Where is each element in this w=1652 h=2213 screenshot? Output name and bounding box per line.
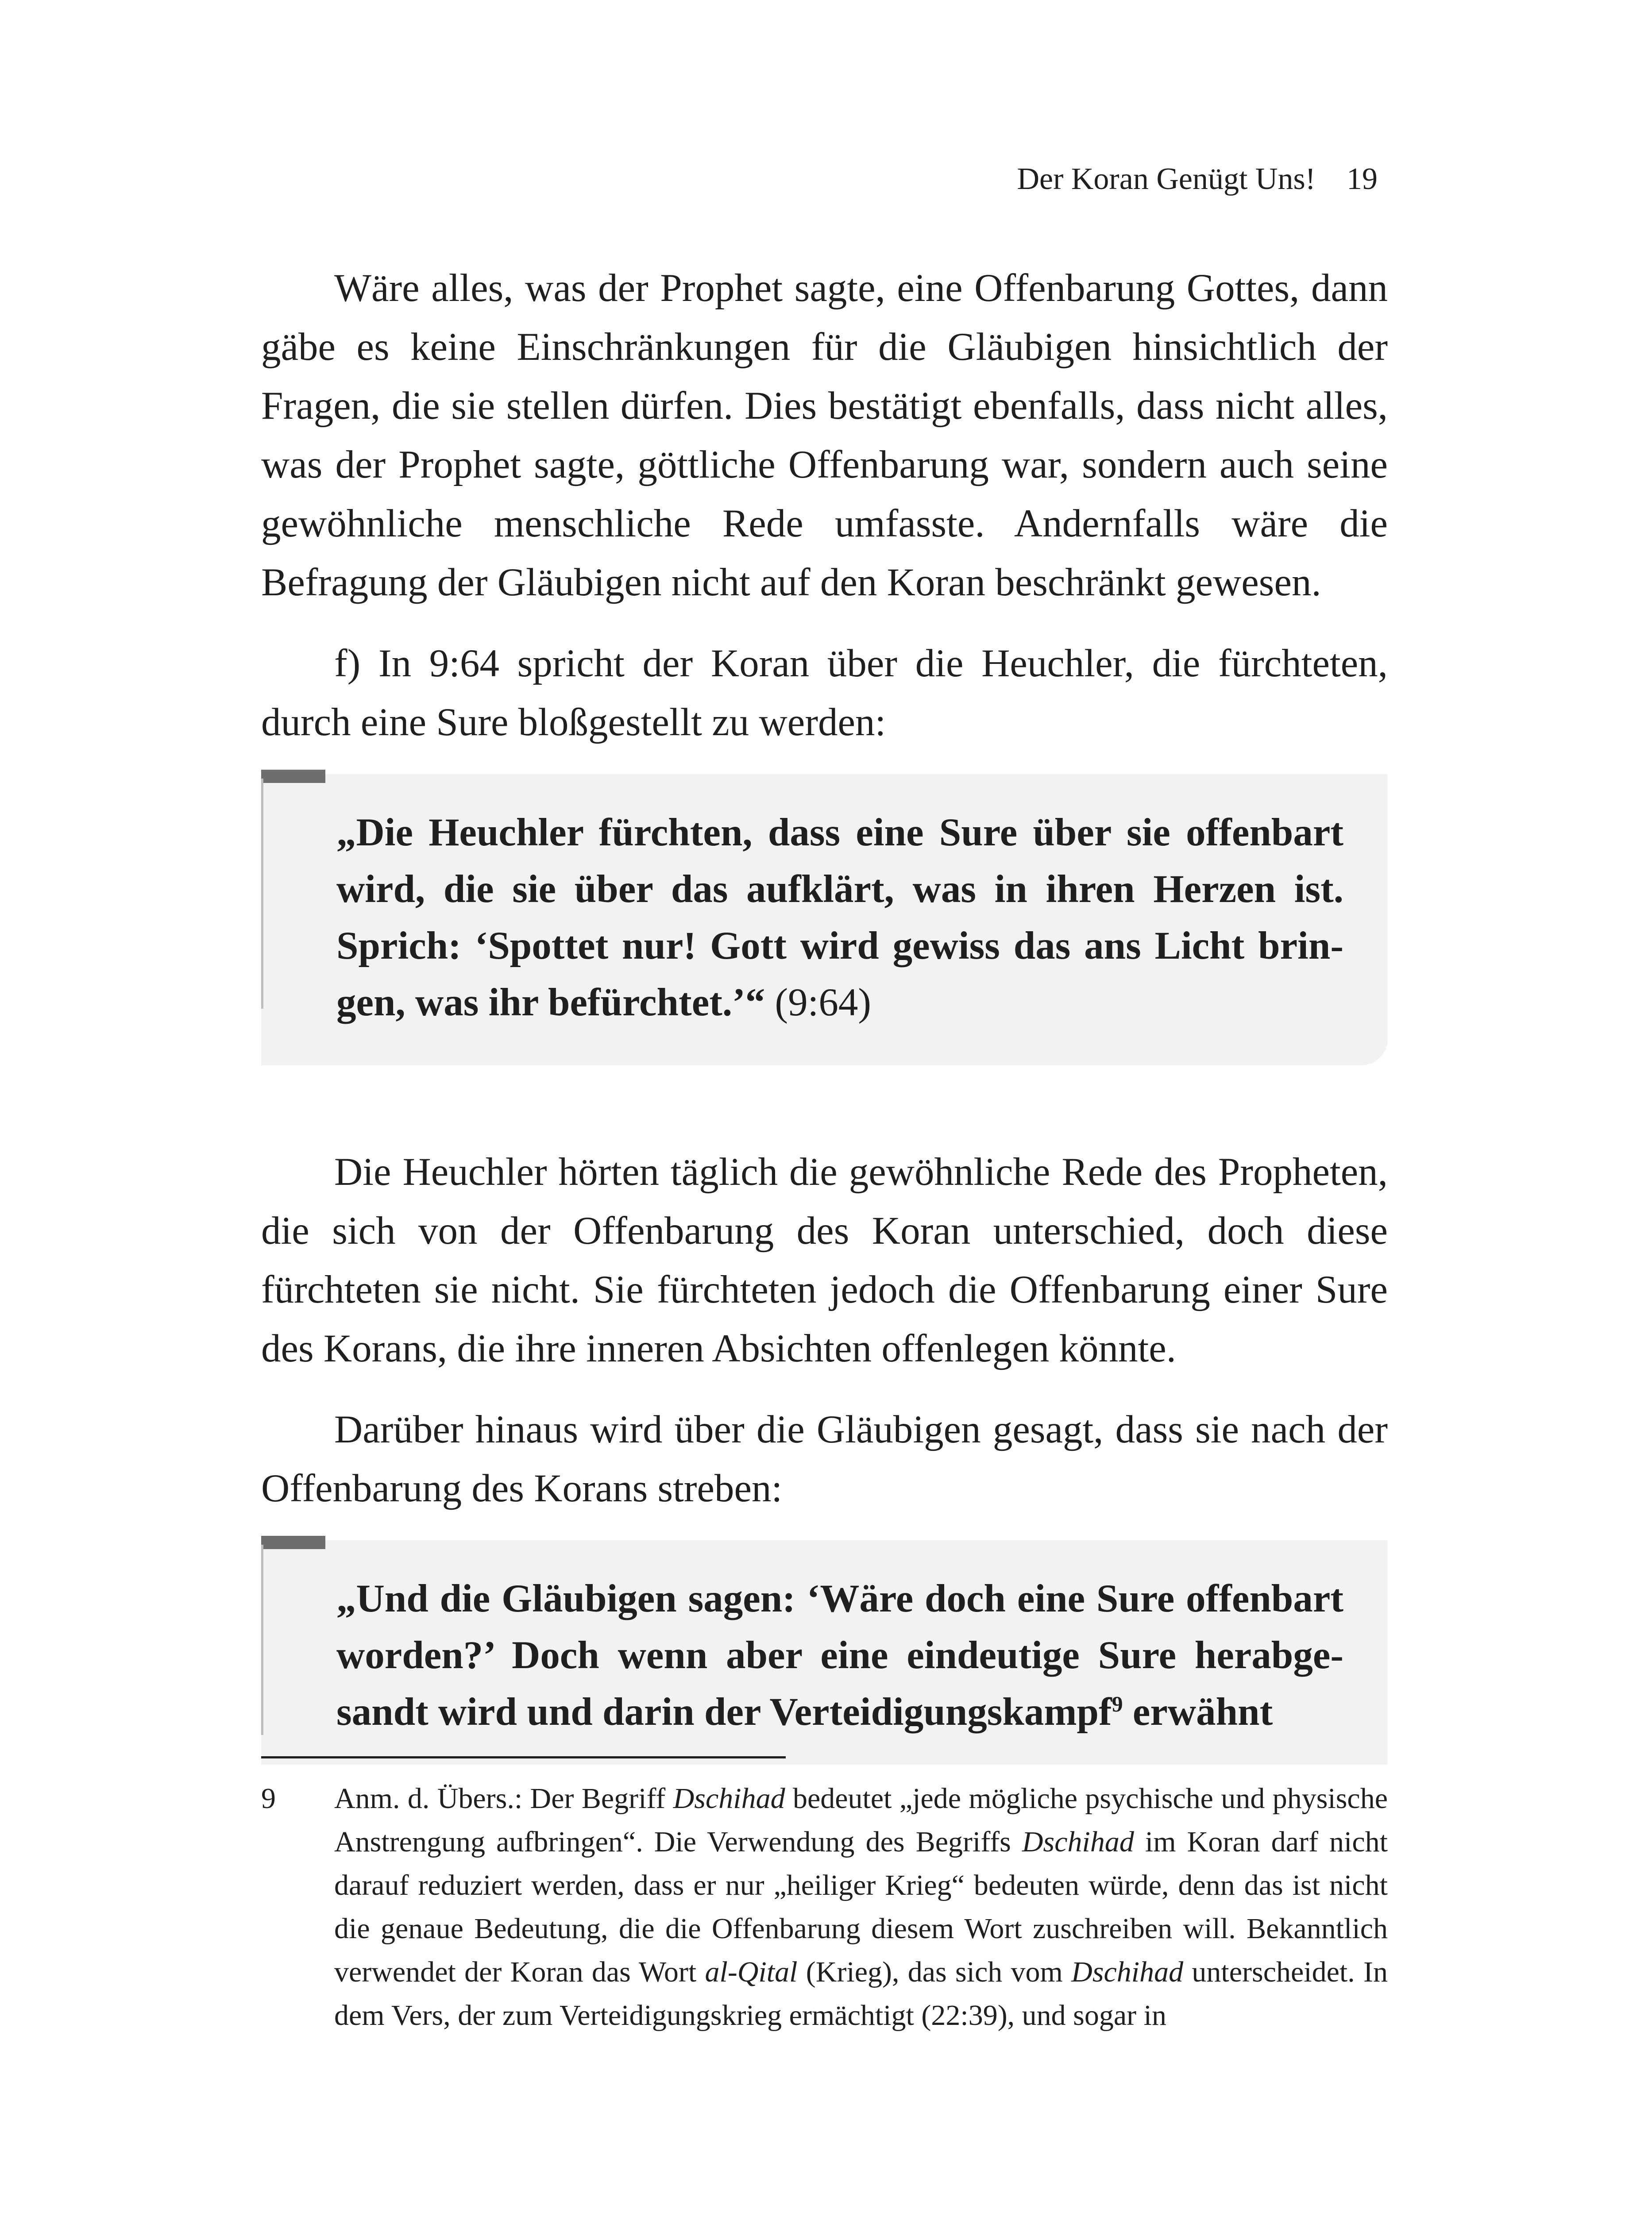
footnote-term: Dschihad [1022,1826,1134,1858]
paragraph-2: f) In 9:64 spricht der Koran über die Heuchler, die fürchteten, durch eine Sure bloßgestellt zu werden: [261,642,1388,744]
page-number: 19 [1347,162,1378,196]
footnote-text [334,1777,1388,2037]
quote-tail: erwähnt [1123,1690,1273,1734]
quote-reference: (9:64) [765,981,871,1024]
footnote-number: 9 [261,1782,276,1815]
quote-left-rule [261,779,263,1009]
quote-box-9-64 [261,774,1388,1065]
paragraph-3: Die Heuchler hörten täglich die gewöhnliche Rede des Propheten, die sich von der Offenbarung des Koran unterschied, doch diese fürchteten sie nicht. Sie fürchteten jedoch die Offenbarung einer Sure des Korans, die ihre inneren Absichten offenlegen könnte. [261,1150,1388,1370]
footnote-text-part: im Koran darf nicht darauf reduziert werden, dass er nur „heiliger Krieg“ bedeuten würde, denn das ist nicht die genaue Bedeutung, die die Offenbarung diesem Wort zuschreiben will. Bekanntlich verwendet der Koran das Wort [334,1826,1388,1988]
quote-body: „Die Heuchler fürchten, dass eine Sure über sie offenbart wird, die sie über das aufklärt, was in ihren Herzen ist. Sprich: ‘Spottet nur! Gott wird gewiss das ans Licht bringen, was ihr befürchtet.’“ [336,811,1343,1024]
quote-text [336,804,1343,1031]
quote-left-rule [261,1545,263,1735]
paragraph-1: Wäre alles, was der Prophet sagte, eine Offenbarung Gottes, dann gäbe es keine Einschränkungen für die Gläubigen hinsichtlich der Fragen, die sie stellen dürfen. Dies bestätigt ebenfalls, dass nicht alles, was der Prophet sagte, göttliche Offenbarung war, sondern auch seine gewöhnliche menschliche Rede umfasste. Andernfalls wäre die Befragung der Gläubigen nicht auf den Koran beschränkt gewesen. [261,266,1388,604]
quote-box-believers [261,1540,1388,1765]
running-title: Der Koran Genügt Uns! [1017,162,1316,196]
footnote-term: al-Qital [705,1956,798,1988]
footnote-divider [261,1756,786,1758]
footnote-marker[interactable]: 9 [1112,1691,1123,1716]
quote-text [336,1570,1343,1740]
footnote-text-part: Anm. d. Übers.: Der Begriff [334,1782,673,1815]
footnote-text-part: (Krieg), das sich vom [797,1956,1072,1988]
footnote-9 [261,1777,1388,2037]
footnote-term: Dschihad [673,1782,785,1815]
quote-marker-tab [261,770,325,783]
footnote-text-part: bedeutet „jede mögliche psychische und physische Anstrengung aufbringen“. Die Verwendung des Begriffs [334,1782,1388,1858]
page-body [261,259,1388,1765]
footnote-text-part: unterscheidet. In dem Vers, der zum Verteidigungskrieg ermächtigt (22:39), und sogar in [334,1956,1388,2032]
paragraph-4: Darüber hinaus wird über die Gläubigen gesagt, dass sie nach der Offenbarung des Korans streben: [261,1408,1388,1510]
running-header [1017,159,1378,199]
footnote-term: Dschihad [1071,1956,1184,1988]
quote-marker-tab [261,1536,325,1549]
quote-body: „Und die Gläubigen sagen: ‘Wäre doch eine Sure offenbart worden?’ Doch wenn aber eine eindeutige Sure herabgesandt wird und darin der Verteidigungskampf [336,1577,1343,1734]
